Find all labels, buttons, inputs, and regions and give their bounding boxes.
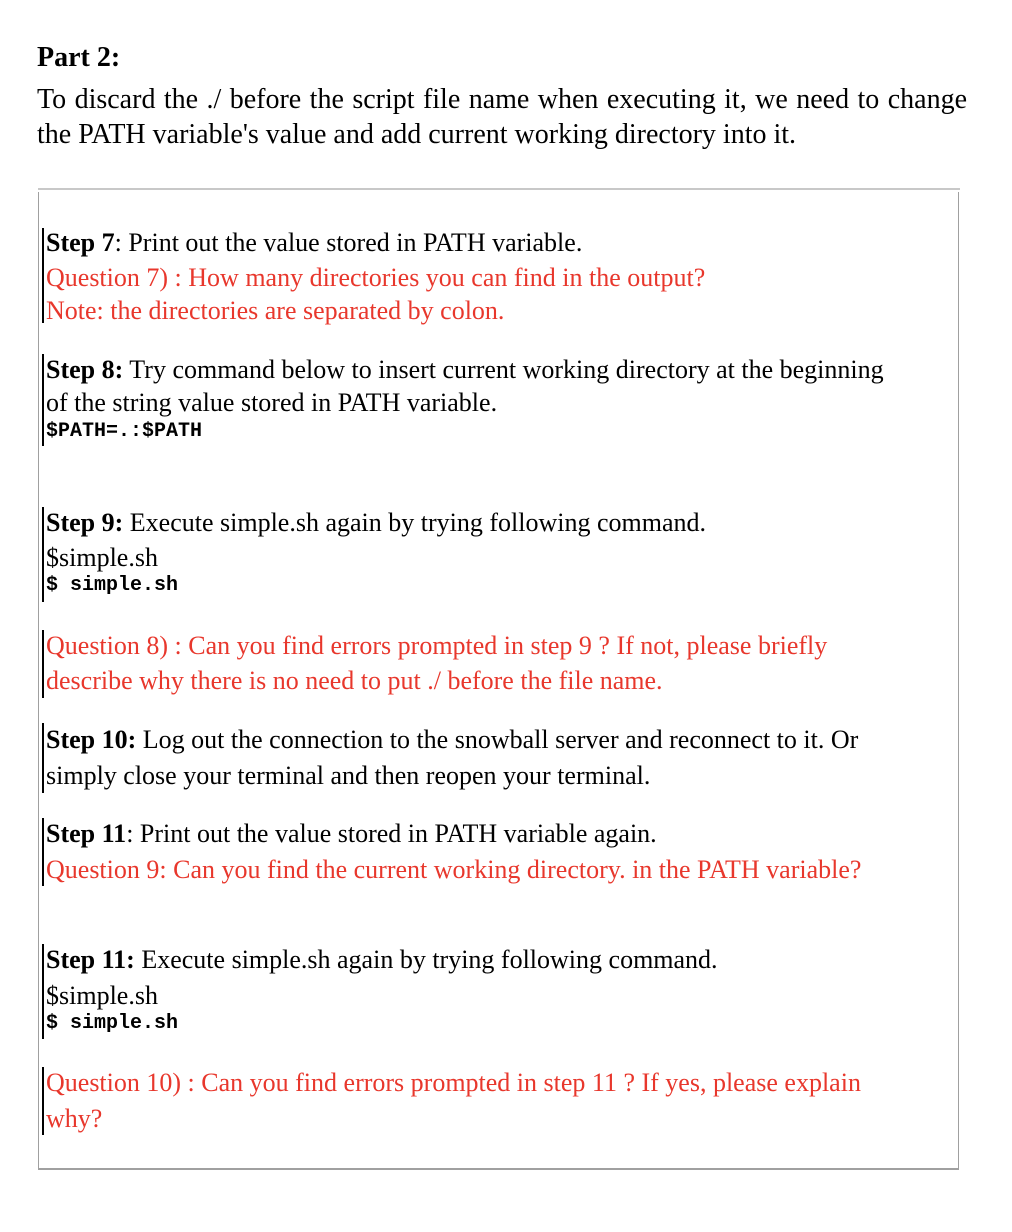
question8-line2: describe why there is no need to put ./ before the file name. (46, 666, 663, 695)
block-rule-question8 (42, 630, 44, 698)
step8-line2: of the string value stored in PATH variable. (46, 388, 498, 417)
question7-line1: Question 7) : How many directories you can find in the output? (46, 263, 706, 292)
question7-note: Note: the directories are separated by colon. (46, 296, 505, 325)
step11a-text: : Print out the value stored in PATH variable again. (126, 819, 657, 848)
block-rule-question10 (42, 1067, 44, 1135)
divider (38, 188, 960, 190)
block-rule-step11b (42, 944, 44, 1039)
step11b-command-mono: $ simple.sh (46, 1012, 179, 1035)
step11b-command-plain: $simple.sh (46, 981, 158, 1010)
question10-line1: Question 10) : Can you find errors prompted in step 11 ? If yes, please explain (46, 1068, 861, 1097)
step9-line (46, 506, 706, 539)
question9-line: Question 9: Can you find the current working directory. in the PATH variable? (46, 855, 862, 884)
step9-text: Execute simple.sh again by trying following command. (123, 508, 706, 537)
step11b-text: Execute simple.sh again by trying following command. (134, 945, 718, 974)
step11a-line (46, 817, 657, 850)
step11b-label: Step 11: (46, 945, 135, 974)
step11b-line (46, 943, 718, 976)
block-rule-step7 (42, 228, 44, 323)
step8-line1 (46, 353, 884, 386)
block-rule-step10 (42, 723, 44, 793)
question8-line1: Question 8) : Can you find errors prompted in step 9 ? If not, please briefly (46, 631, 828, 660)
step9-command-plain: $simple.sh (46, 543, 158, 572)
block-rule-step11a (42, 818, 44, 886)
step9-label: Step 9: (46, 508, 124, 537)
step10-line1 (46, 723, 858, 756)
step10-text: Log out the connection to the snowball server and reconnect to it. Or (136, 725, 859, 754)
block-rule-step9 (42, 507, 44, 602)
step8-command: $PATH=.:$PATH (46, 420, 203, 443)
step7-line (46, 226, 582, 259)
step11a-label: Step 11 (46, 819, 127, 848)
step8-label: Step 8: (46, 355, 124, 384)
step9-command-mono: $ simple.sh (46, 574, 179, 597)
block-rule-step8 (42, 354, 44, 446)
step7-label: Step 7 (46, 228, 115, 257)
question10-line2: why? (46, 1104, 103, 1133)
step10-label: Step 10: (46, 725, 137, 754)
part-title: Part 2: (37, 42, 121, 73)
step7-text: : Print out the value stored in PATH variable. (114, 228, 583, 257)
step10-line2: simply close your terminal and then reopen your terminal. (46, 761, 651, 790)
step8-text: Try command below to insert current working directory at the beginning (123, 355, 884, 384)
intro-paragraph: To discard the ./ before the script file name when executing it, we need to change the PATH variable's value and add current working directory into it. (37, 84, 967, 150)
